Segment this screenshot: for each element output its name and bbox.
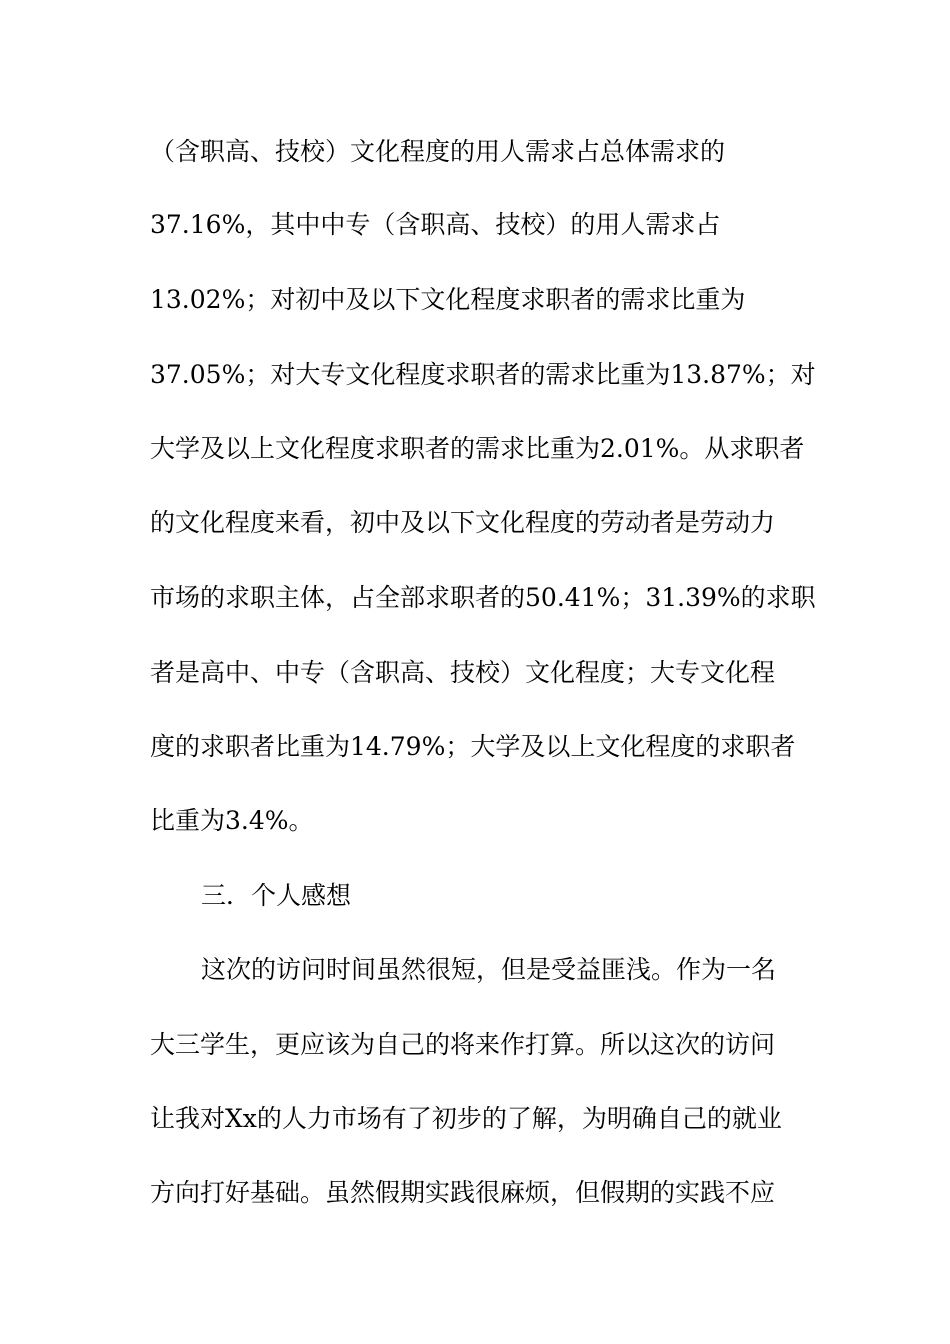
text-line: 度的求职者比重为14.79%；大学及以上文化程度的求职者 <box>150 732 796 761</box>
section-heading: 三．个人感想 <box>201 881 352 910</box>
text-line: 大三学生，更应该为自己的将来作打算。所以这次的访问 <box>150 1030 776 1059</box>
text-line: 方向打好基础。虽然假期实践很麻烦，但假期的实践不应 <box>150 1178 776 1207</box>
text-line: 37.16%，其中中专（含职高、技校）的用人需求占 <box>150 210 721 239</box>
text-line: 大学及以上文化程度求职者的需求比重为2.01%。从求职者 <box>150 434 805 463</box>
text-line: （含职高、技校）文化程度的用人需求占总体需求的 <box>150 137 726 166</box>
paragraph-first-line: 这次的访问时间虽然很短，但是受益匪浅。作为一名 <box>201 955 777 984</box>
text-line: 13.02%；对初中及以下文化程度求职者的需求比重为 <box>150 285 746 314</box>
text-line: 让我对Xx的人力市场有了初步的了解，为明确自己的就业 <box>150 1104 782 1133</box>
text-line: 市场的求职主体，占全部求职者的50.41%；31.39%的求职 <box>150 583 816 612</box>
text-line: 者是高中、中专（含职高、技校）文化程度；大专文化程 <box>150 658 776 687</box>
text-line: 的文化程度来看，初中及以下文化程度的劳动者是劳动力 <box>150 508 776 537</box>
text-line: 37.05%；对大专文化程度求职者的需求比重为13.87%；对 <box>150 360 816 389</box>
text-line: 比重为3.4%。 <box>150 806 314 835</box>
